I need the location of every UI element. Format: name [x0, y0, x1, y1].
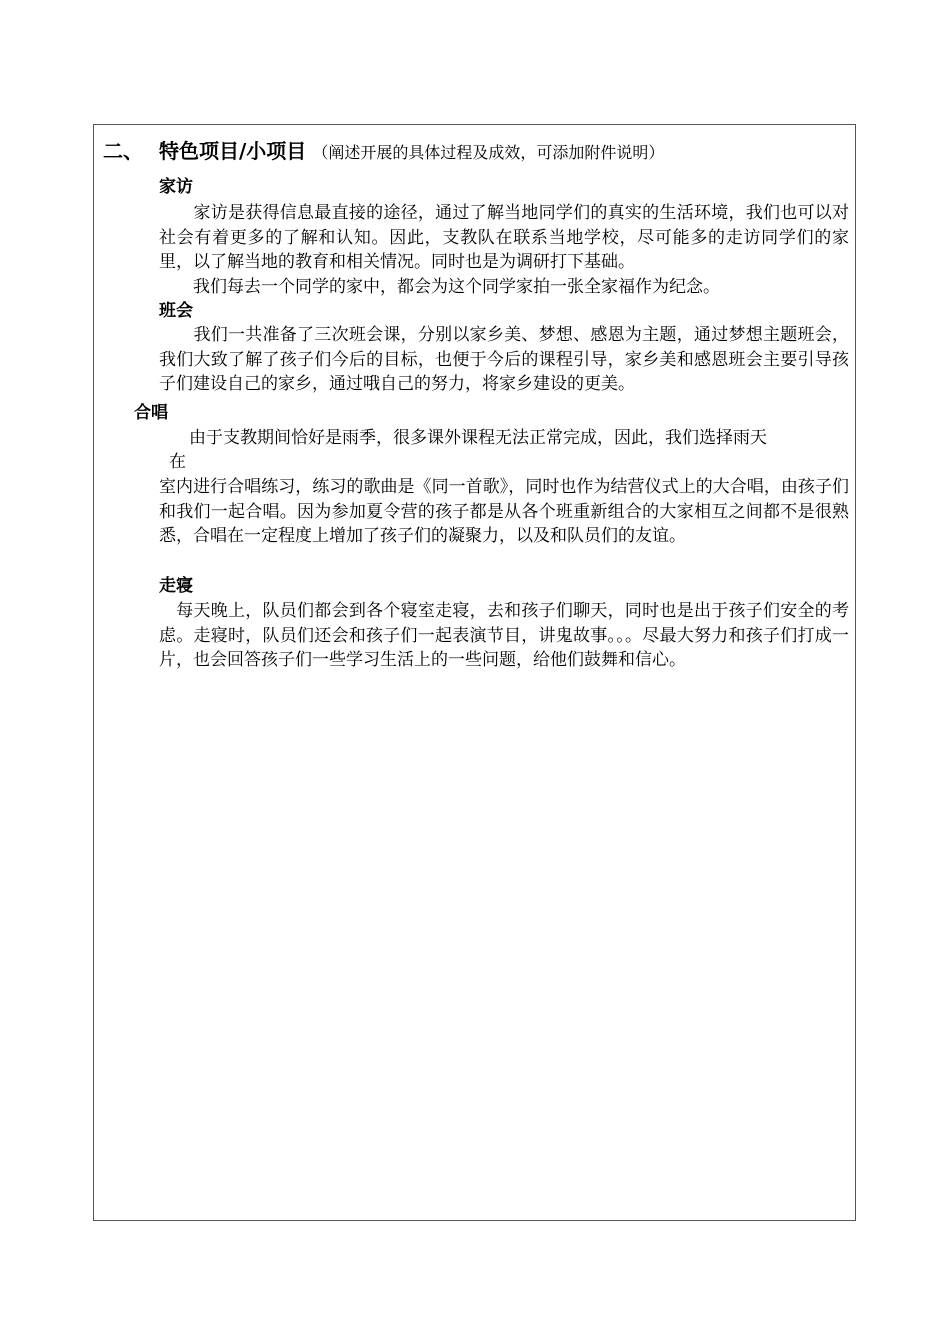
class-meeting-paragraph: 我们一共准备了三次班会课，分别以家乡美、梦想、感恩为主题，通过梦想主题班会，我们大致了解了孩子们今后的目标，也便于今后的课程引导，家乡美和感恩班会主要引导孩子们建设自己的家乡，通过哦自己的努力，将家乡建设的更美。: [159, 325, 849, 394]
chorus-line-1: 由于支教期间恰好是雨季，很多课外课程无法正常完成，因此，我们选择雨天: [189, 428, 767, 448]
home-visit-paragraph-1: 家访是获得信息最直接的途径，通过了解当地同学们的真实的生活环境，我们也可以对社会有着更多的了解和认知。因此，支教队在联系当地学校，尽可能多的走访同学们的家里，以了解当地的教育和相关情况。同时也是为调研打下基础。: [159, 203, 849, 272]
subheading-dorm-visit: 走寝: [159, 576, 193, 596]
chorus-line-2: 在: [169, 452, 186, 472]
dorm-visit-paragraph: 每天晚上，队员们都会到各个寝室走寝，去和孩子们聊天，同时也是出于孩子们安全的考虑。走寝时，队员们还会和孩子们一起表演节目，讲鬼故事。。。尽最大努力和孩子们打成一片，也会回答孩子们一些学习生活上的一些问题，给他们鼓舞和信心。: [159, 601, 849, 670]
subheading-class-meeting: 班会: [159, 301, 193, 321]
subheading-home-visit: 家访: [159, 177, 193, 197]
section-title: 特色项目/小项目: [159, 139, 307, 163]
section-heading: [103, 138, 664, 166]
subheading-chorus: 合唱: [134, 403, 168, 423]
section-note: （阐述开展的具体过程及成效，可添加附件说明）: [312, 143, 665, 162]
home-visit-paragraph-2: 我们每去一个同学的家中，都会为这个同学家拍一张全家福作为纪念。: [159, 277, 720, 297]
chorus-paragraph: 室内进行合唱练习，练习的歌曲是《同一首歌》，同时也作为结营仪式上的大合唱，由孩子们和我们一起合唱。因为参加夏令营的孩子都是从各个班重新组合的大家相互之间都不是很熟悉，合唱在一定程度上增加了孩子们的凝聚力，以及和队员们的友谊。: [159, 477, 849, 546]
section-number: 二、: [103, 139, 143, 163]
